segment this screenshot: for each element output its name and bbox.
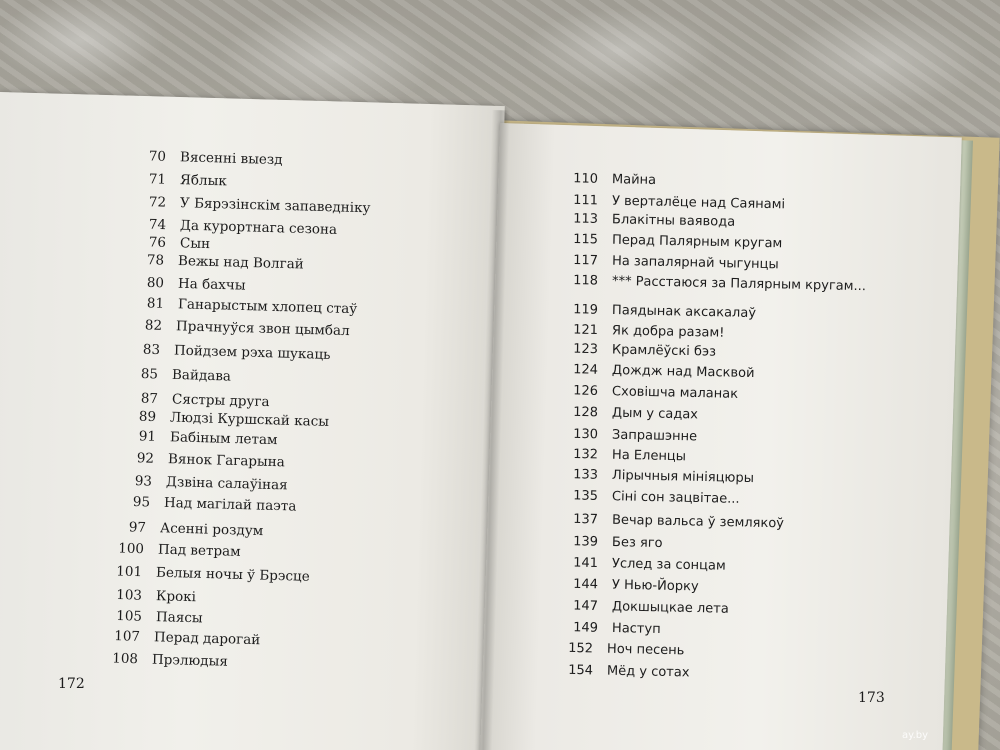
entry-title: Вясенні выезд xyxy=(179,149,283,169)
contents-entry xyxy=(555,663,690,681)
entry-title: На запалярнай чыгунцы xyxy=(611,253,779,273)
entry-title: Крокі xyxy=(155,588,197,606)
entry-title: Ганарыстым хлопец стаў xyxy=(177,296,358,318)
entry-page-number: 93 xyxy=(134,473,153,490)
entry-page-number: 147 xyxy=(573,598,599,615)
entry-title: Сховішча маланак xyxy=(611,384,739,402)
entry-page-number: 139 xyxy=(573,534,599,550)
entry-title: Да курортнага сезона xyxy=(179,217,338,238)
left-page-number: 172 xyxy=(58,676,85,692)
entry-page-number: 121 xyxy=(573,322,599,339)
entry-page-number: 144 xyxy=(573,576,599,593)
entry-title: Вечар вальса ў землякоў xyxy=(611,512,785,532)
entry-page-number: 111 xyxy=(573,192,599,209)
entry-page-number: 119 xyxy=(573,302,599,318)
entry-title: Услед за сонцам xyxy=(611,556,726,574)
entry-page-number: 110 xyxy=(573,171,599,187)
entry-page-number: 82 xyxy=(144,317,163,334)
entry-title: Блакітны ваявода xyxy=(611,212,736,230)
entry-title: Бабіным летам xyxy=(169,429,278,449)
entry-page-number: 117 xyxy=(573,252,599,269)
entry-title: Прэлюдыя xyxy=(151,651,229,670)
entry-page-number: 72 xyxy=(148,194,167,211)
entry-page-number: 95 xyxy=(132,494,151,511)
entry-page-number: 78 xyxy=(146,252,165,269)
entry-title: Ноч песень xyxy=(606,641,685,659)
entry-title: Майна xyxy=(611,172,657,189)
entry-title: Яблык xyxy=(179,172,228,190)
contents-entry xyxy=(560,405,698,423)
contents-entry xyxy=(560,427,697,445)
entry-page-number: 101 xyxy=(116,563,143,581)
contents-entry xyxy=(560,171,656,188)
entry-page-number: 107 xyxy=(114,628,141,645)
entry-page-number: 126 xyxy=(573,383,599,399)
entry-page-number: 115 xyxy=(573,231,599,248)
entry-page-number: 108 xyxy=(112,650,139,668)
contents-entry xyxy=(560,620,661,637)
entry-title: Мёд у сотах xyxy=(606,663,690,681)
entry-page-number: 74 xyxy=(148,216,167,234)
entry-page-number: 135 xyxy=(573,488,599,504)
entry-title: У Бярэзінскім запаведніку xyxy=(179,195,371,217)
entry-title: Паядынак аксакалаў xyxy=(611,303,757,322)
contents-entry xyxy=(104,608,203,627)
entry-title: Пойдзем рэха шукаць xyxy=(173,342,331,363)
entry-page-number: 103 xyxy=(116,587,143,604)
entry-title: Як добра разам! xyxy=(611,323,725,341)
right-page-number: 173 xyxy=(858,690,885,706)
entry-page-number: 132 xyxy=(573,446,599,463)
contents-entry xyxy=(560,577,699,595)
watermark: ay.by xyxy=(902,730,929,741)
entry-page-number: 91 xyxy=(138,428,157,445)
entry-page-number: 76 xyxy=(148,234,167,251)
entry-title: У верталёце над Саянамі xyxy=(611,193,786,213)
entry-title: Докшыцкае лета xyxy=(611,599,729,617)
entry-page-number: 130 xyxy=(573,426,599,443)
entry-title: Сястры друга xyxy=(171,391,270,411)
entry-page-number: 85 xyxy=(140,366,159,383)
entry-title: Белыя ночы ў Брэсце xyxy=(155,564,310,585)
entry-title: *** Расстаюся за Палярным кругам... xyxy=(611,273,867,295)
entry-title: У Нью-Йорку xyxy=(611,577,699,595)
entry-title: Вайдава xyxy=(171,366,232,385)
entry-title: Перад Палярным кругам xyxy=(611,232,783,252)
entry-page-number: 152 xyxy=(568,640,594,657)
contents-entry xyxy=(560,534,663,551)
entry-page-number: 133 xyxy=(573,467,599,483)
entry-title: Лірычныя мініяцюры xyxy=(611,468,755,487)
entry-page-number: 128 xyxy=(573,404,599,421)
entry-title: Вянок Гагарына xyxy=(167,451,286,471)
entry-page-number: 83 xyxy=(142,341,161,359)
contents-entry xyxy=(104,587,196,606)
contents-entry xyxy=(555,641,685,659)
entry-title: Паясы xyxy=(155,609,203,627)
entry-page-number: 141 xyxy=(573,555,599,572)
entry-title: Сіні сон зацвітае... xyxy=(611,489,740,507)
entry-page-number: 124 xyxy=(573,362,599,378)
entry-page-number: 137 xyxy=(573,511,599,528)
entry-page-number: 123 xyxy=(573,341,599,358)
entry-page-number: 87 xyxy=(140,390,159,407)
entry-title: Дождж над Масквой xyxy=(611,363,755,382)
entry-page-number: 113 xyxy=(573,211,599,227)
entry-title: Прачнуўся звон цымбал xyxy=(175,318,350,340)
entry-title: На Еленцы xyxy=(611,447,687,465)
entry-title: Наступ xyxy=(611,621,661,638)
contents-entry xyxy=(128,234,210,252)
contents-entry xyxy=(120,365,231,384)
contents-entry xyxy=(126,274,246,293)
entry-title: Асенні роздум xyxy=(159,520,264,540)
entry-page-number: 71 xyxy=(148,171,167,188)
entry-page-number: 105 xyxy=(116,607,143,625)
entry-page-number: 80 xyxy=(146,274,165,292)
entry-page-number: 70 xyxy=(148,148,167,165)
entry-title: Без яго xyxy=(611,535,663,552)
entry-page-number: 97 xyxy=(128,519,147,536)
entry-title: Над магілай паэта xyxy=(163,494,297,515)
entry-title: Вежы над Волгай xyxy=(177,252,304,273)
entry-page-number: 154 xyxy=(568,662,594,679)
entry-title: Пад ветрам xyxy=(157,541,241,560)
entry-title: Дым у садах xyxy=(611,405,699,423)
entry-title: Сын xyxy=(179,235,211,253)
entry-page-number: 81 xyxy=(146,295,165,312)
entry-page-number: 118 xyxy=(573,273,599,289)
entry-page-number: 92 xyxy=(136,450,155,467)
entry-page-number: 89 xyxy=(138,408,157,426)
entry-page-number: 149 xyxy=(573,620,599,636)
entry-title: На бахчы xyxy=(177,275,246,294)
entry-title: Дзвіна салаўіная xyxy=(165,474,288,494)
entry-title: Крамлёўскі бэз xyxy=(611,342,717,360)
entry-title: Запрашэнне xyxy=(611,427,698,445)
contents-entry xyxy=(560,447,686,465)
entry-title: Перад дарогай xyxy=(153,629,261,649)
entry-title: Людзі Куршскай касы xyxy=(169,409,330,430)
entry-page-number: 100 xyxy=(118,540,145,558)
contents-entry xyxy=(128,171,227,190)
